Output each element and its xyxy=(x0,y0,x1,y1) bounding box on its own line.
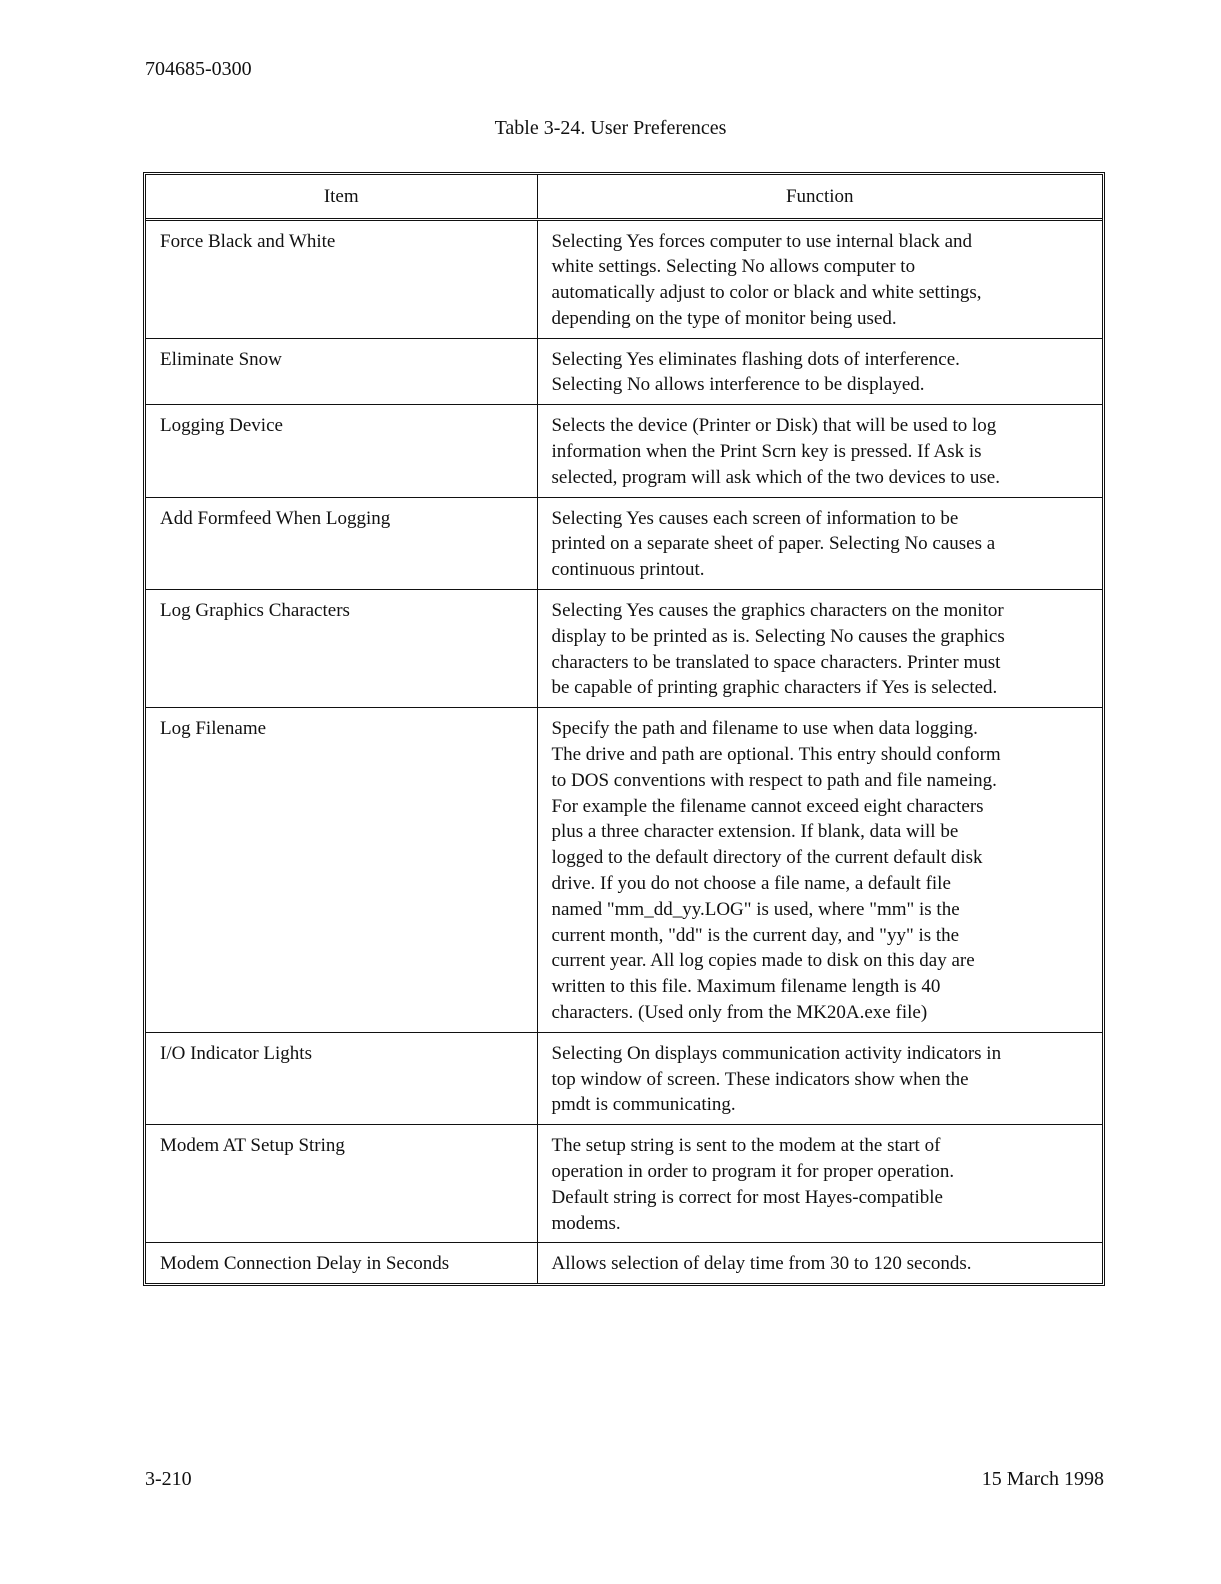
function-cell: Specify the path and filename to use when data logging. The drive and path are optional. This entry should conform to DOS conventions with respect to path and file nameing. For example the filename cannot exceed eight characters plus a three character extension. If blank, data will be logged to the default directory of the current default disk drive. If you do not choose a file name, a default file named "mm_dd_yy.LOG" is used, where "mm" is the current month, "dd" is the current day, and "yy" is the current year. All log copies made to disk on this day are written to this file. Maximum filename length is 40 characters. (Used only from the MK20A.exe file) xyxy=(537,708,1102,1033)
table-row xyxy=(146,708,1102,1033)
item-cell: Logging Device xyxy=(146,405,537,497)
table-row xyxy=(146,590,1102,708)
item-cell: Eliminate Snow xyxy=(146,338,537,405)
table-header-row xyxy=(146,175,1102,219)
table-row xyxy=(146,497,1102,589)
table-caption: Table 3-24. User Preferences xyxy=(494,117,727,139)
function-cell: Selecting Yes forces computer to use internal black and white settings. Selecting No allows computer to automatically adjust to color or black and white settings, depending on the type of monitor being used. xyxy=(537,219,1102,338)
table-row xyxy=(146,338,1102,405)
table-row xyxy=(146,219,1102,338)
document-number: 704685-0300 xyxy=(145,58,252,80)
publication-date: 15 March 1998 xyxy=(981,1468,1104,1490)
column-header-function: Function xyxy=(537,175,1102,219)
user-preferences-table xyxy=(143,172,1105,1286)
item-cell: Add Formfeed When Logging xyxy=(146,497,537,589)
item-cell: Log Graphics Characters xyxy=(146,590,537,708)
page-number: 3-210 xyxy=(145,1468,192,1490)
item-cell: Log Filename xyxy=(146,708,537,1033)
column-header-item: Item xyxy=(146,175,537,219)
function-cell: Allows selection of delay time from 30 to 120 seconds. xyxy=(537,1243,1102,1283)
function-cell: The setup string is sent to the modem at the start of operation in order to program it for proper operation. Default string is correct for most Hayes-compatible modems. xyxy=(537,1125,1102,1243)
function-cell: Selecting Yes eliminates flashing dots of interference. Selecting No allows interference to be displayed. xyxy=(537,338,1102,405)
table-row xyxy=(146,405,1102,497)
item-cell: Force Black and White xyxy=(146,219,537,338)
item-cell: Modem Connection Delay in Seconds xyxy=(146,1243,537,1283)
function-cell: Selecting Yes causes the graphics characters on the monitor display to be printed as is. Selecting No causes the graphics characters to be translated to space characters. Printer must be capable of printing graphic characters if Yes is selected. xyxy=(537,590,1102,708)
function-cell: Selects the device (Printer or Disk) that will be used to log information when the Print Scrn key is pressed. If Ask is selected, program will ask which of the two devices to use. xyxy=(537,405,1102,497)
table-row xyxy=(146,1125,1102,1243)
function-cell: Selecting Yes causes each screen of information to be printed on a separate sheet of paper. Selecting No causes a continuous printout. xyxy=(537,497,1102,589)
table-row xyxy=(146,1243,1102,1283)
function-cell: Selecting On displays communication activity indicators in top window of screen. These indicators show when the pmdt is communicating. xyxy=(537,1032,1102,1124)
item-cell: Modem AT Setup String xyxy=(146,1125,537,1243)
table-row xyxy=(146,1032,1102,1124)
item-cell: I/O Indicator Lights xyxy=(146,1032,537,1124)
